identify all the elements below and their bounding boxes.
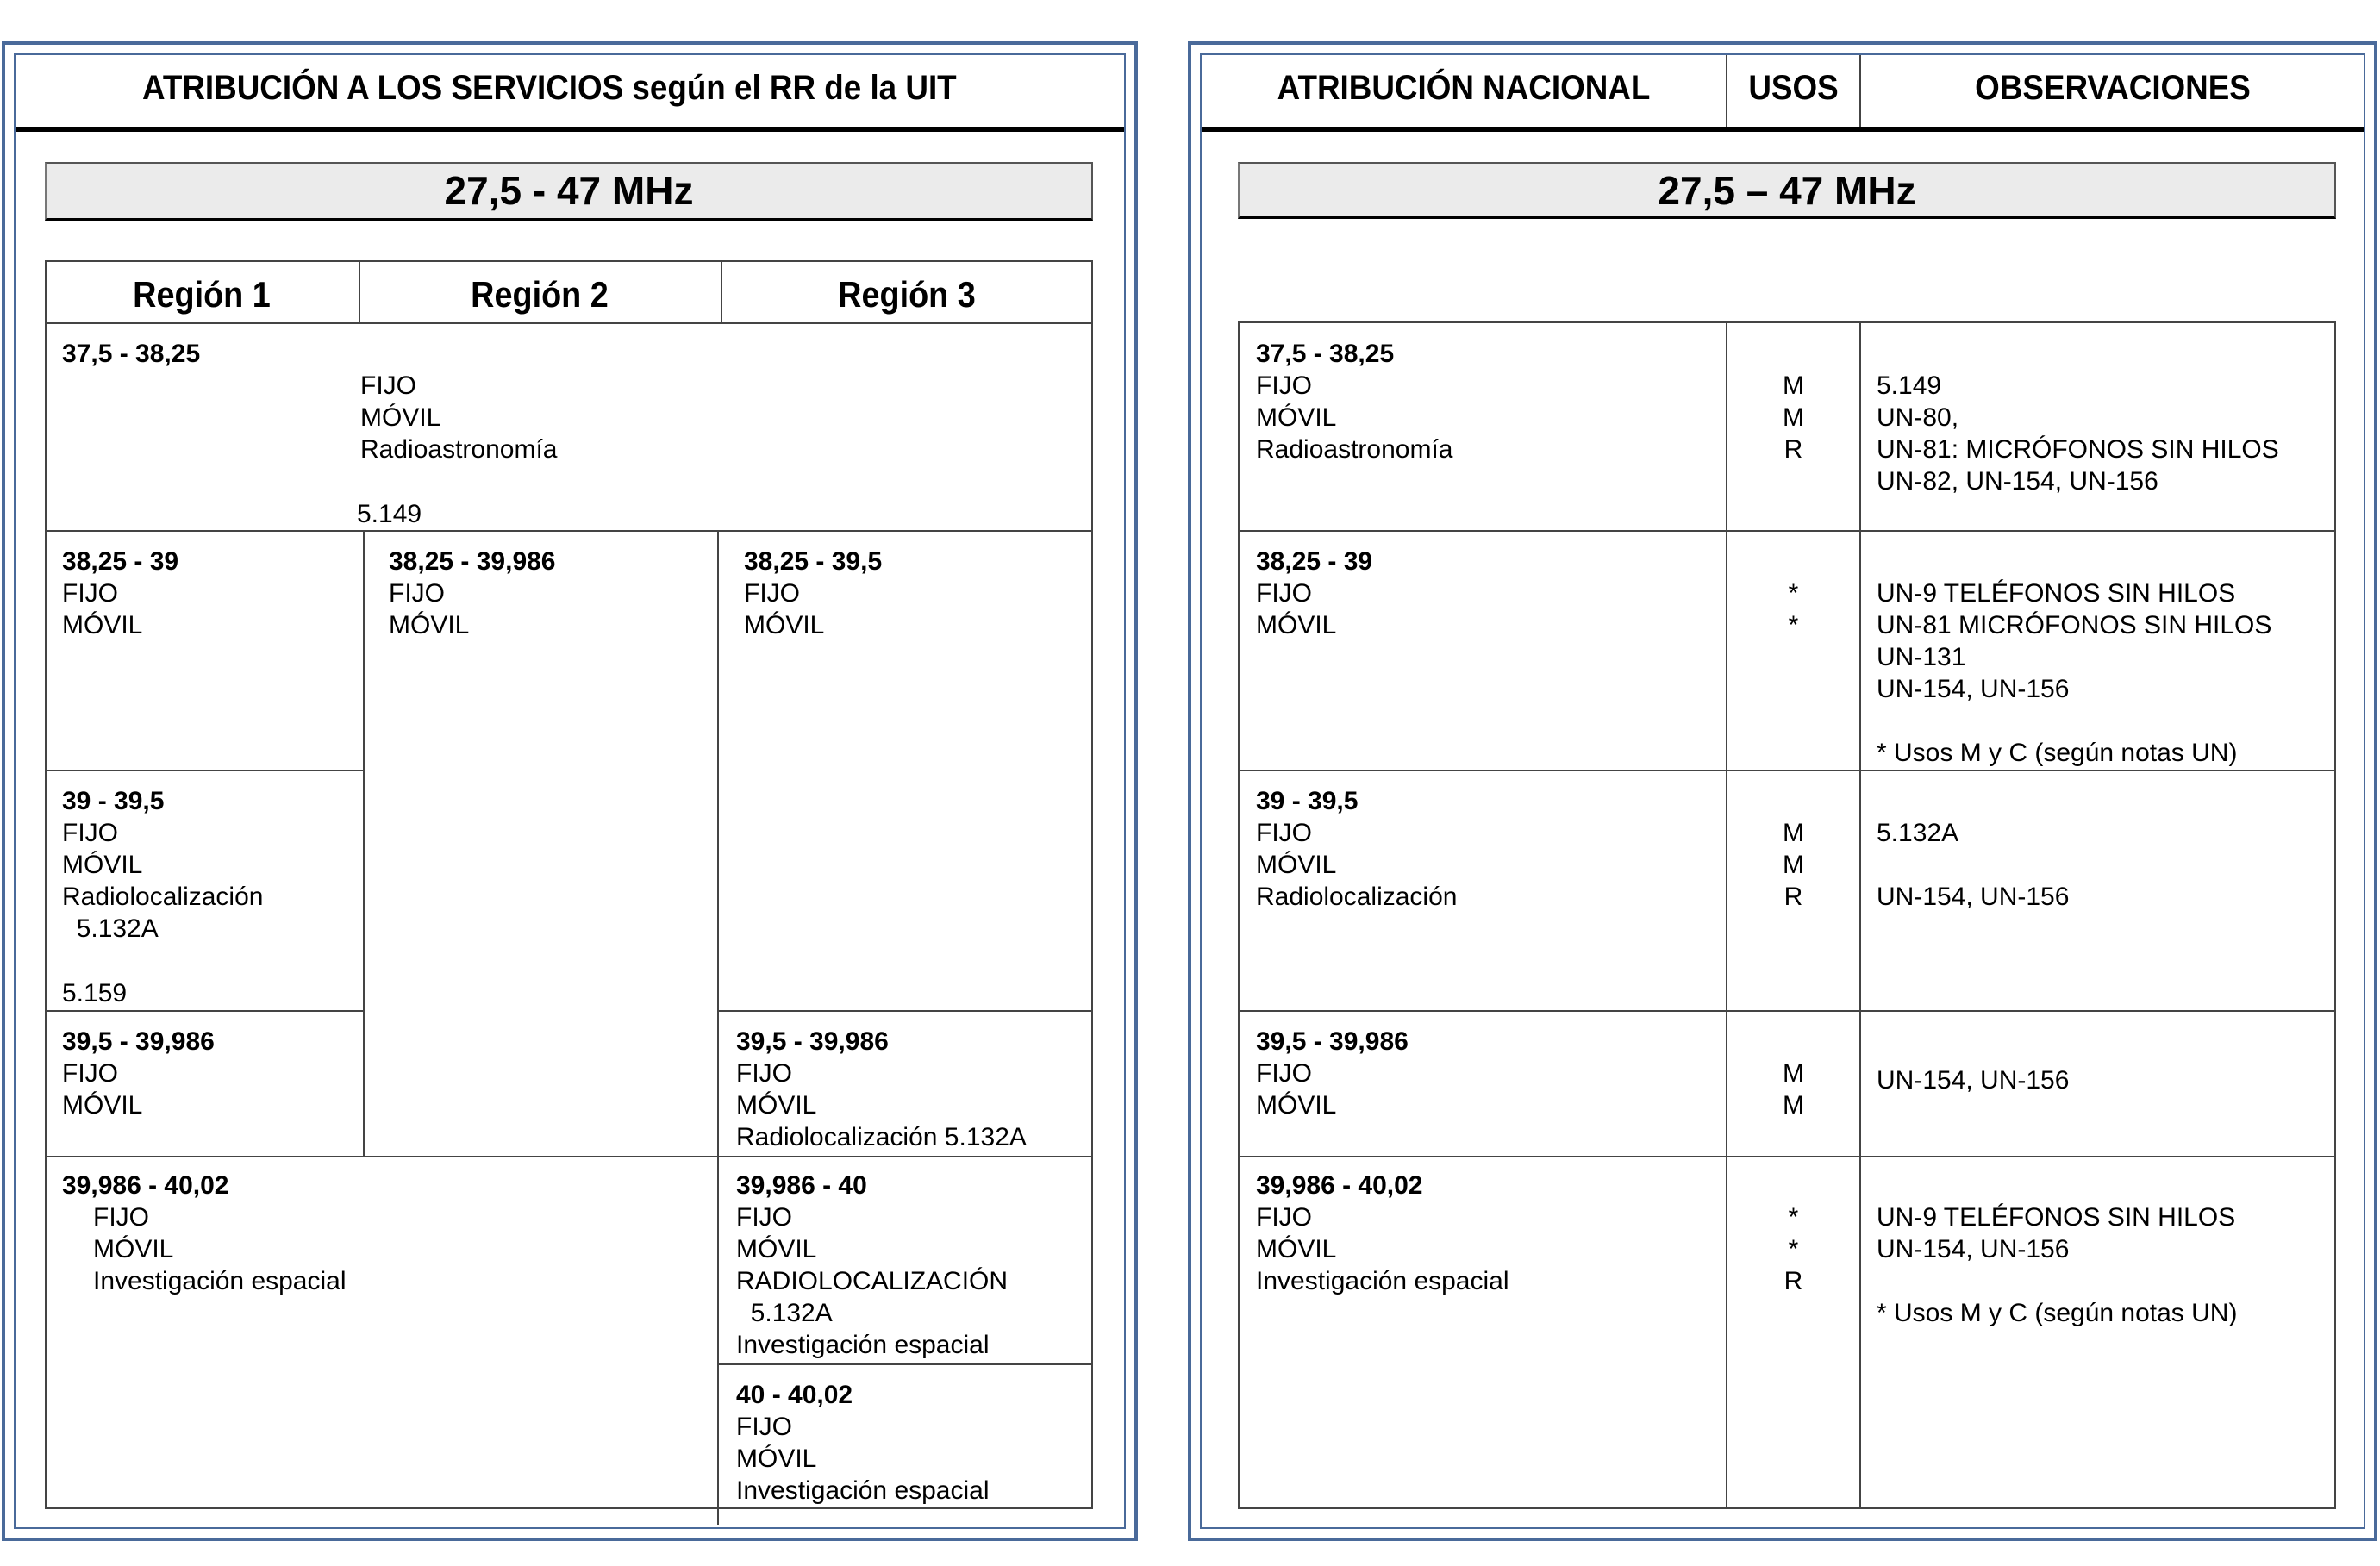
usos-code: R [1783, 1267, 1803, 1295]
national-range: 37,5 - 38,25 [1256, 340, 1395, 368]
header-national: ATRIBUCIÓN NACIONAL [1277, 69, 1651, 107]
cell-service: FIJO [736, 1413, 792, 1441]
usos-code: M [1783, 1059, 1804, 1088]
observation: UN-9 TELÉFONOS SIN HILOS [1877, 579, 2236, 608]
cell-range: 39,986 - 40,02 [62, 1171, 229, 1200]
observation: * Usos M y C (según notas UN) [1877, 739, 2238, 767]
cell-range: 39,5 - 39,986 [62, 1027, 215, 1056]
national-service: MÓVIL [1256, 851, 1337, 879]
observation: UN-81 MICRÓFONOS SIN HILOS [1877, 611, 2272, 640]
cell-service: MÓVIL [62, 851, 143, 879]
observation: UN-9 TELÉFONOS SIN HILOS [1877, 1203, 2236, 1232]
national-service: FIJO [1256, 371, 1312, 400]
left-band-title: 27,5 - 47 MHz [45, 162, 1093, 221]
cell-service: Investigación espacial [736, 1476, 990, 1505]
region-3-header: Región 3 [838, 274, 976, 315]
observation: UN-131 [1877, 643, 1966, 671]
cell-service: Investigación espacial [736, 1331, 990, 1359]
region-1-header: Región 1 [133, 274, 271, 315]
national-service: MÓVIL [1256, 1235, 1337, 1263]
national-service: FIJO [1256, 1203, 1312, 1232]
cell-service: Radiolocalización [62, 883, 264, 911]
usos-code: M [1783, 851, 1804, 879]
right-band-title: 27,5 – 47 MHz [1238, 162, 2336, 219]
usos-code: * [1788, 611, 1799, 640]
cell-service: MÓVIL [389, 611, 470, 640]
cell-range: 38,25 - 39,5 [744, 547, 883, 576]
cell-range: 40 - 40,02 [736, 1381, 853, 1409]
right-table-body [1238, 321, 2336, 1509]
national-service: Radioastronomía [1256, 435, 1453, 464]
cell-service: FIJO [736, 1203, 792, 1232]
usos-code: M [1783, 1091, 1804, 1120]
cell-service: FIJO [62, 1059, 118, 1088]
cell-service: MÓVIL [744, 611, 825, 640]
cell-service: MÓVIL [736, 1091, 817, 1120]
national-range: 38,25 - 39 [1256, 547, 1373, 576]
left-panel-title: ATRIBUCIÓN A LOS SERVICIOS según el RR de la UIT [142, 69, 957, 107]
cell-range: 39,986 - 40 [736, 1171, 867, 1200]
observation: 5.149 [1877, 371, 1942, 400]
cell-service: Radioastronomía [360, 435, 558, 464]
cell-service: FIJO [62, 579, 118, 608]
national-range: 39,5 - 39,986 [1256, 1027, 1409, 1056]
usos-code: * [1788, 1203, 1799, 1232]
national-range: 39 - 39,5 [1256, 787, 1359, 815]
usos-code: R [1783, 883, 1803, 911]
cell-range: 38,25 - 39 [62, 547, 179, 576]
cell-range: 39,5 - 39,986 [736, 1027, 889, 1056]
national-service: FIJO [1256, 819, 1312, 847]
cell-service: FIJO [93, 1203, 149, 1232]
national-service: Investigación espacial [1256, 1267, 1509, 1295]
national-service: MÓVIL [1256, 611, 1337, 640]
cell-footnote: 5.159 [62, 979, 128, 1008]
cell-service: FIJO [62, 819, 118, 847]
national-service: FIJO [1256, 579, 1312, 608]
observation: UN-80, [1877, 403, 1959, 432]
cell-service: RADIOLOCALIZACIÓN [736, 1267, 1009, 1295]
header-usos: USOS [1748, 69, 1839, 107]
national-service: MÓVIL [1256, 1091, 1337, 1120]
observation: 5.132A [1877, 819, 1959, 847]
observation: UN-154, UN-156 [1877, 675, 2070, 703]
cell-service: MÓVIL [360, 403, 441, 432]
left-header-rule [16, 127, 1124, 132]
cell-service: Investigación espacial [93, 1267, 347, 1295]
header-observaciones: OBSERVACIONES [1975, 69, 2251, 107]
cell-service: MÓVIL [62, 1091, 143, 1120]
cell-service: MÓVIL [93, 1235, 174, 1263]
observation: UN-154, UN-156 [1877, 1066, 2070, 1095]
usos-code: M [1783, 403, 1804, 432]
cell-service: FIJO [389, 579, 445, 608]
cell-service: MÓVIL [736, 1444, 817, 1473]
cell-service: FIJO [360, 371, 416, 400]
observation: UN-81: MICRÓFONOS SIN HILOS [1877, 435, 2279, 464]
observation: UN-154, UN-156 [1877, 1235, 2070, 1263]
national-service: Radiolocalización [1256, 883, 1458, 911]
cell-service: FIJO [736, 1059, 792, 1088]
observation: UN-154, UN-156 [1877, 883, 2070, 911]
right-header-rule [1202, 127, 2364, 132]
cell-range: 37,5 - 38,25 [62, 340, 201, 368]
usos-code: * [1788, 579, 1799, 608]
national-range: 39,986 - 40,02 [1256, 1171, 1423, 1200]
national-service: FIJO [1256, 1059, 1312, 1088]
usos-code: M [1783, 371, 1804, 400]
observation: UN-82, UN-154, UN-156 [1877, 467, 2158, 496]
usos-code: * [1788, 1235, 1799, 1263]
cell-range: 38,25 - 39,986 [389, 547, 556, 576]
observation: * Usos M y C (según notas UN) [1877, 1299, 2238, 1327]
cell-range: 39 - 39,5 [62, 787, 165, 815]
cell-service: Radiolocalización 5.132A [736, 1123, 1027, 1151]
cell-service: 5.132A [62, 914, 159, 943]
cell-footnote: 5.149 [357, 500, 422, 528]
region-2-header: Región 2 [471, 274, 609, 315]
cell-service: MÓVIL [736, 1235, 817, 1263]
national-service: MÓVIL [1256, 403, 1337, 432]
usos-code: M [1783, 819, 1804, 847]
cell-service: MÓVIL [62, 611, 143, 640]
cell-service: FIJO [744, 579, 800, 608]
usos-code: R [1783, 435, 1803, 464]
cell-service: 5.132A [736, 1299, 833, 1327]
